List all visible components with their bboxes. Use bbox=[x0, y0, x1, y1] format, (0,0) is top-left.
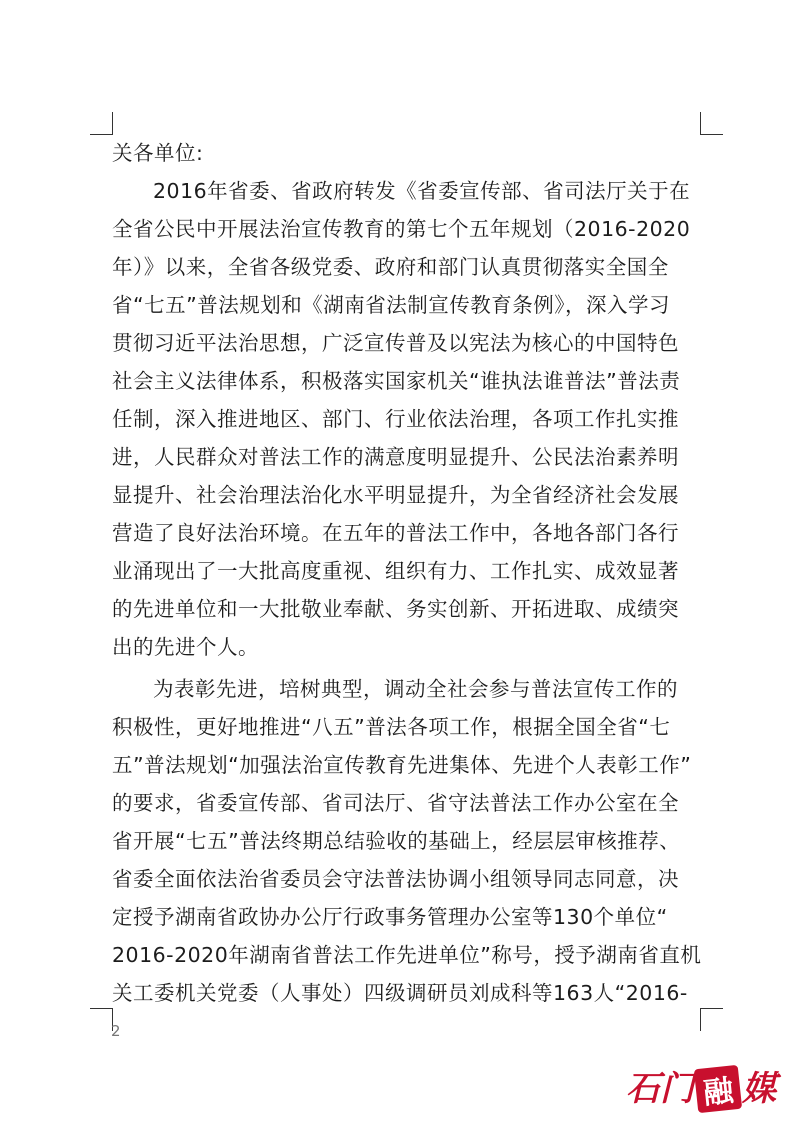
text-line: 五”普法规划“加强法治宣传教育先进集体、先进个人表彰工作” bbox=[112, 753, 692, 777]
text-line: 省“七五”普法规划和《湖南省法制宣传教育条例》，深入学习 bbox=[112, 293, 670, 317]
text-line: 出的先进个人。 bbox=[112, 635, 259, 659]
text-line: 贯彻习近平法治思想，广泛宣传普及以宪法为核心的中国特色 bbox=[112, 331, 679, 355]
text-line: 年）》以来，全省各级党委、政府和部门认真贯彻落实全国全 bbox=[112, 255, 669, 279]
crop-mark-bottom-right bbox=[700, 1008, 723, 1031]
text-line: 2016年省委、省政府转发《省委宣传部、省司法厅关于在 bbox=[153, 179, 691, 203]
text-line: 全省公民中开展法治宣传教育的第七个五年规划（2016-2020 bbox=[112, 217, 691, 241]
text-line: 省委全面依法治省委员会守法普法协调小组领导同志同意，决 bbox=[112, 867, 679, 891]
text-line: 的先进单位和一大批敬业奉献、务实创新、开拓进取、成绩突 bbox=[112, 597, 679, 621]
text-line: 定授予湖南省政协办公厅行政事务管理办公室等130个单位“ bbox=[112, 905, 668, 929]
text-line: 业涌现出了一大批高度重视、组织有力、工作扎实、成效显著 bbox=[112, 559, 679, 583]
watermark-char: 石 bbox=[626, 1069, 660, 1109]
text-line: 关工委机关党委（人事处）四级调研员刘成科等163人“2016- bbox=[112, 981, 688, 1005]
watermark-char: 媒 bbox=[742, 1069, 776, 1109]
body-text bbox=[112, 134, 702, 1012]
text-line: 2016-2020年湖南省普法工作先进单位”称号，授予湖南省直机 bbox=[112, 943, 702, 967]
text-line: 为表彰先进，培树典型，调动全社会参与普法宣传工作的 bbox=[153, 677, 678, 701]
watermark-char: 门 bbox=[660, 1069, 694, 1109]
watermark-logo bbox=[626, 1064, 786, 1114]
text-line: 营造了良好法治环境。在五年的普法工作中，各地各部门各行 bbox=[112, 521, 679, 545]
crop-mark-top-left bbox=[90, 112, 113, 135]
crop-mark-top-right bbox=[700, 112, 723, 135]
text-line: 显提升、社会治理法治化水平明显提升，为全省经济社会发展 bbox=[112, 483, 679, 507]
text-line: 的要求，省委宣传部、省司法厅、省守法普法工作办公室在全 bbox=[112, 791, 679, 815]
watermark-seal-icon: 融 bbox=[694, 1065, 742, 1113]
text-line: 省开展“七五”普法终期总结验收的基础上，经层层审核推荐、 bbox=[112, 829, 681, 853]
page-number: 2 bbox=[111, 1022, 121, 1040]
text-line: 积极性，更好地推进“八五”普法各项工作，根据全国全省“七 bbox=[112, 715, 671, 739]
text-line: 任制，深入推进地区、部门、行业依法治理，各项工作扎实推 bbox=[112, 407, 679, 431]
text-line: 社会主义法律体系，积极落实国家机关“谁执法谁普法”普法责 bbox=[112, 369, 681, 393]
text-line: 关各单位: bbox=[112, 141, 204, 165]
text-line: 进，人民群众对普法工作的满意度明显提升、公民法治素养明 bbox=[112, 445, 679, 469]
crop-mark-bottom-left bbox=[90, 1008, 113, 1031]
